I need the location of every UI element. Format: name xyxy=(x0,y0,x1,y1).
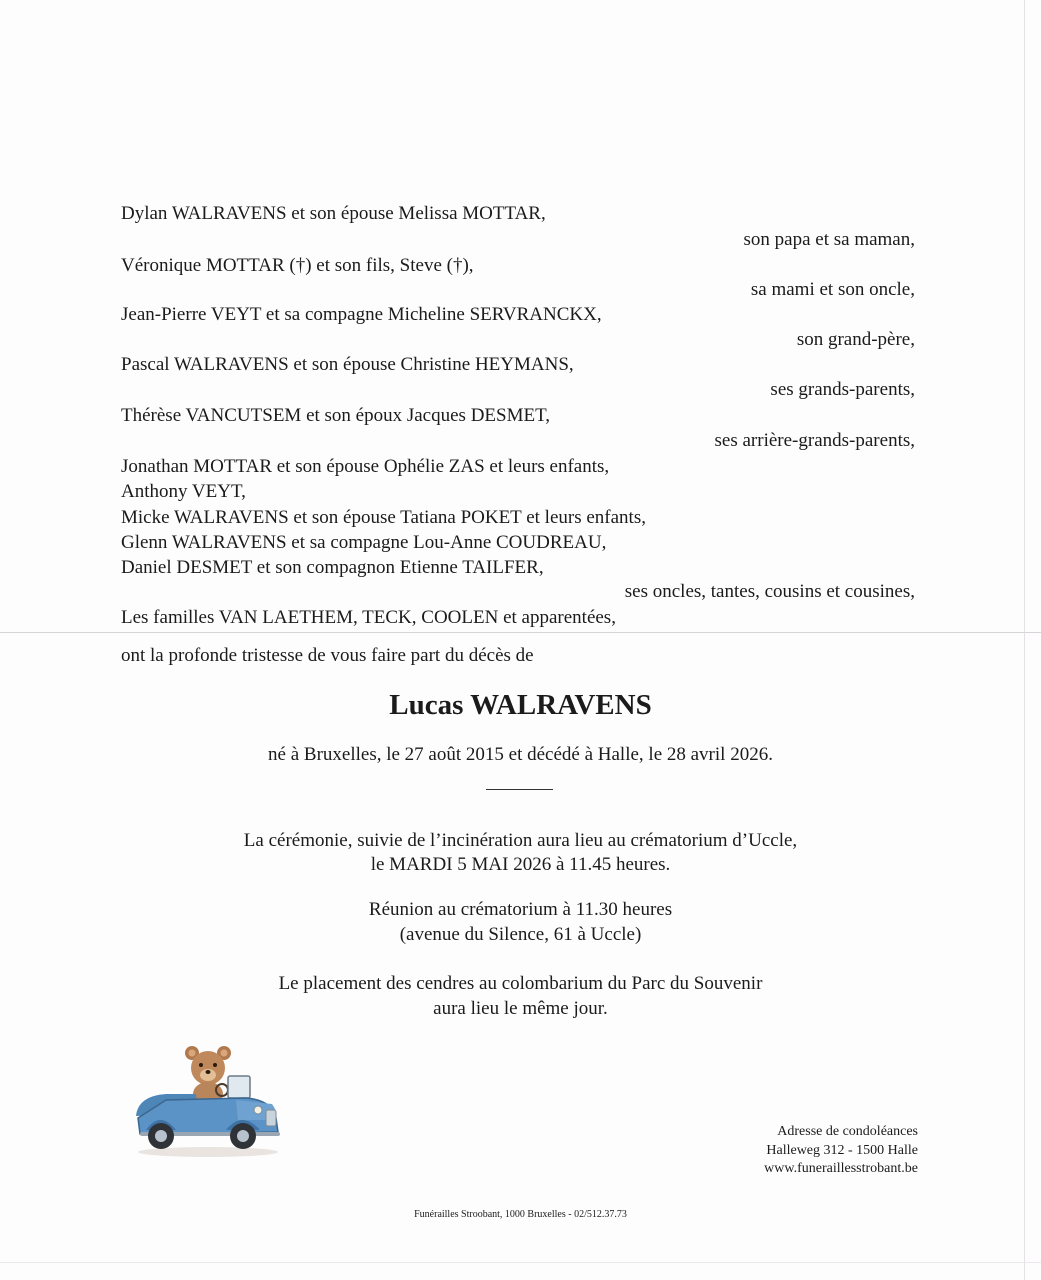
deceased-name: Lucas WALRAVENS xyxy=(389,689,652,721)
family-relation-2: sa mami et son oncle, xyxy=(750,279,915,300)
uncles-name-4: Glenn WALRAVENS et sa compagne Lou-Anne COUDREAU, xyxy=(121,532,607,553)
condolences-title: Adresse de condoléances xyxy=(777,1124,918,1139)
funeral-home-footer: Funérailles Stroobant, 1000 Bruxelles - 02/512.37.73 xyxy=(414,1209,627,1220)
ashes-line-2: aura lieu le même jour. xyxy=(433,998,608,1019)
family-name-5: Thérèse VANCUTSEM et son époux Jacques DESMET, xyxy=(121,405,551,426)
teddy-bear-in-blue-car-icon xyxy=(126,1040,288,1160)
family-relation-1: son papa et sa maman, xyxy=(743,229,915,250)
ceremony-line-1: La cérémonie, suivie de l’incinération aura lieu au crématorium d’Uccle, xyxy=(243,830,798,851)
ceremony-line-2: le MARDI 5 MAI 2026 à 11.45 heures. xyxy=(370,854,671,875)
meeting-line-1: Réunion au crématorium à 11.30 heures xyxy=(368,899,673,920)
family-relation-5: ses arrière-grands-parents, xyxy=(714,430,915,451)
uncles-name-2: Anthony VEYT, xyxy=(121,481,246,502)
uncles-name-3: Micke WALRAVENS et son épouse Tatiana POKET et leurs enfants, xyxy=(121,507,646,528)
family-relation-3: son grand-père, xyxy=(796,329,915,350)
condolences-website: www.funeraillesstrobant.be xyxy=(764,1161,918,1176)
ashes-line-1: Le placement des cendres au colombarium du Parc du Souvenir xyxy=(278,973,763,994)
family-name-2: Véronique MOTTAR (†) et son fils, Steve (†), xyxy=(121,255,474,276)
uncles-name-1: Jonathan MOTTAR et son épouse Ophélie ZAS et leurs enfants, xyxy=(121,456,610,477)
family-relation-4: ses grands-parents, xyxy=(770,379,915,400)
card-right-edge xyxy=(1024,0,1025,1280)
announcement-line: ont la profonde tristesse de vous faire part du décès de xyxy=(121,645,534,666)
card-fold-line xyxy=(0,632,1041,633)
uncles-relation: ses oncles, tantes, cousins et cousines, xyxy=(624,581,915,602)
family-name-3: Jean-Pierre VEYT et sa compagne Micheline SERVRANCKX, xyxy=(121,304,602,325)
card-bottom-edge xyxy=(0,1262,1041,1263)
condolences-address: Halleweg 312 - 1500 Halle xyxy=(766,1143,918,1158)
families-line: Les familles VAN LAETHEM, TECK, COOLEN et apparentées, xyxy=(121,607,616,628)
family-name-1: Dylan WALRAVENS et son épouse Melissa MOTTAR, xyxy=(121,203,546,224)
uncles-name-5: Daniel DESMET et son compagnon Etienne TAILFER, xyxy=(121,557,544,578)
meeting-line-2: (avenue du Silence, 61 à Uccle) xyxy=(399,924,642,945)
birth-death-line: né à Bruxelles, le 27 août 2015 et décédé à Halle, le 28 avril 2026. xyxy=(268,744,773,765)
family-name-4: Pascal WALRAVENS et son épouse Christine HEYMANS, xyxy=(121,354,574,375)
separator-line xyxy=(486,789,553,790)
